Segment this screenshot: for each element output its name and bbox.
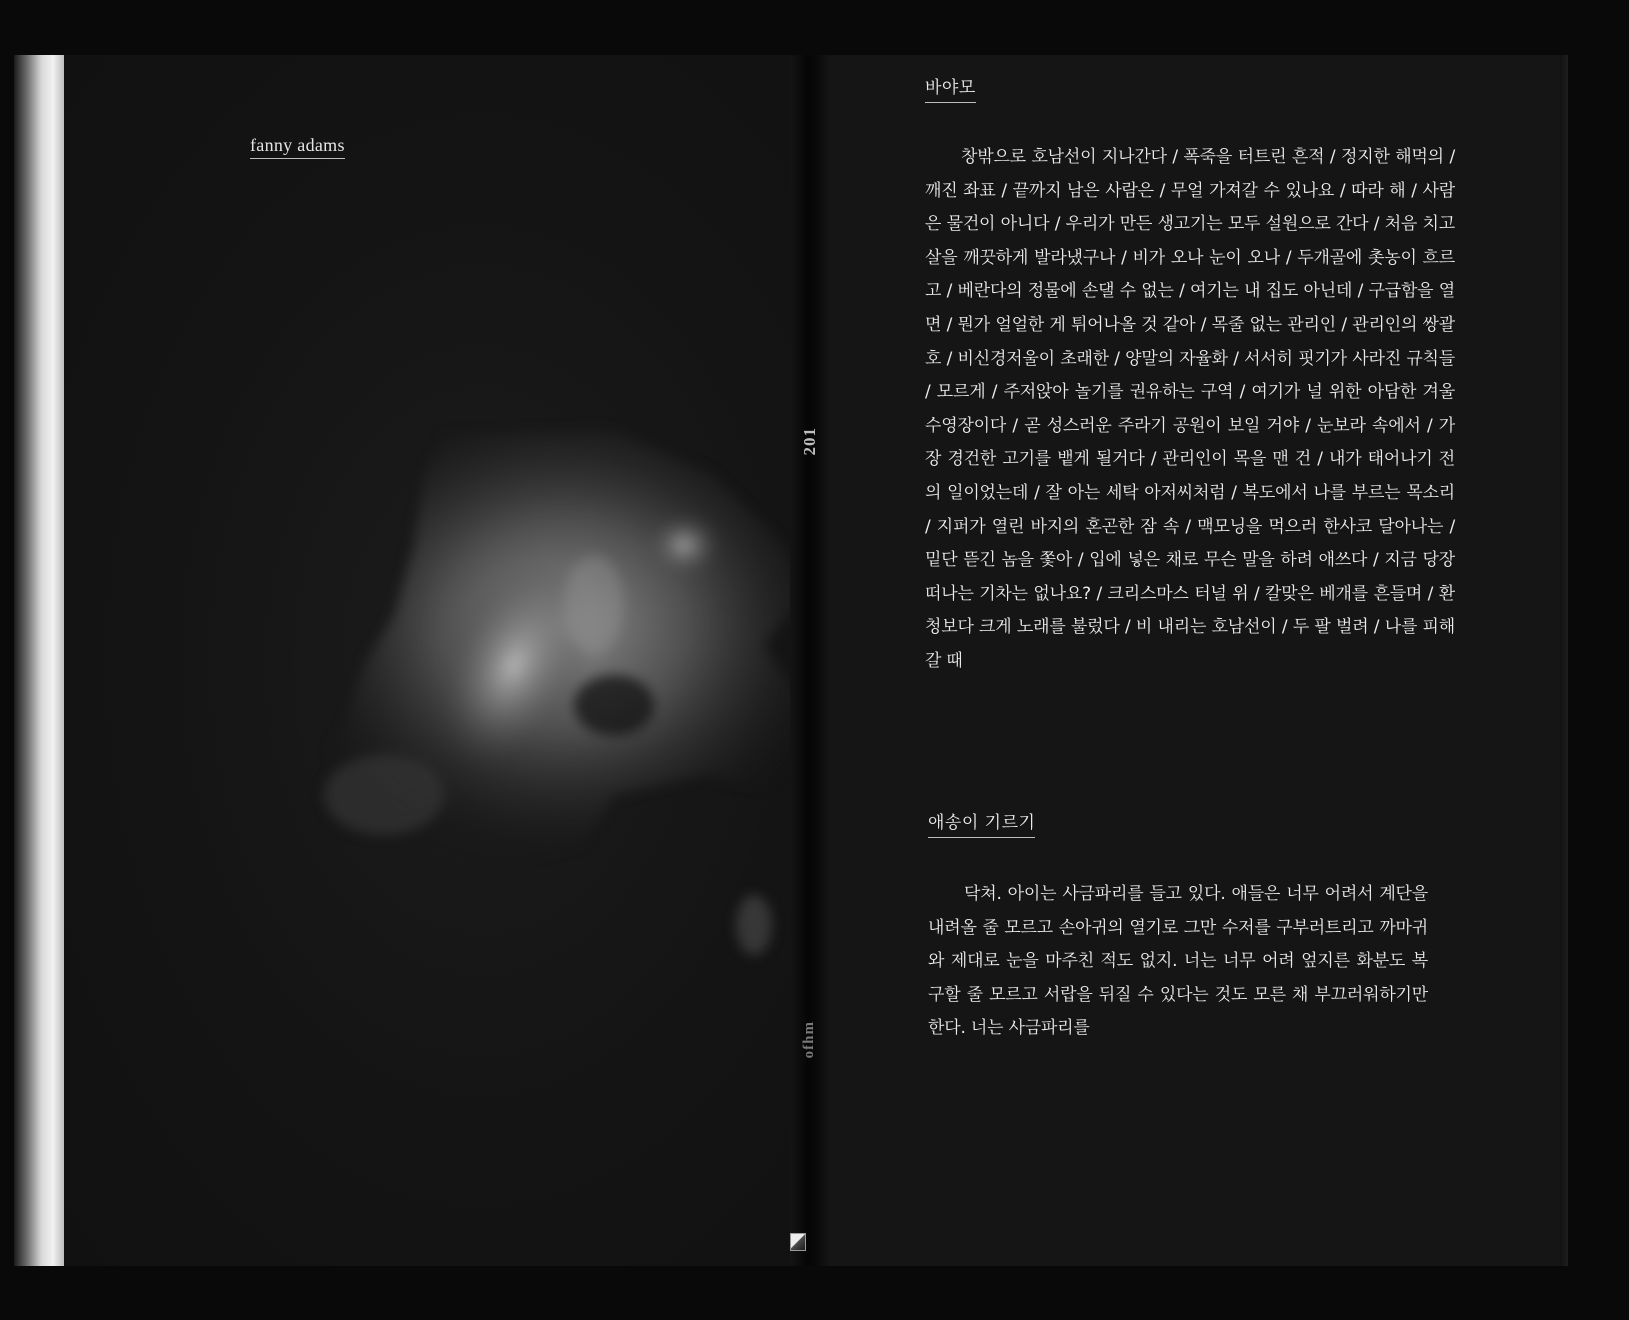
page-number: 201 xyxy=(800,427,819,456)
right-page-edge xyxy=(1560,55,1568,1266)
pixelated-photo-shape xyxy=(284,415,854,1025)
poem-body: 창밖으로 호남선이 지나간다 / 폭죽을 터트린 흔적 / 정지한 해먹의 / 깨진 좌표 / 끝까지 남은 사람은 / 무얼 가져갈 수 있나요 / 따라 해 / 사람은 물건이 아니다 / 우리가 만든 생고기는 모두 설원으로 간다 / 처음 치고 살을 깨끗하게 발라냈구나 / 비가 오나 눈이 오나 / 두개골에 촛농이 흐르고 / 베란다의 정물에 손댈 수 없는 / 여기는 내 집도 아닌데 / 구급함을 열면 / 뭔가 얼얼한 게 튀어나올 것 같아 / 목줄 없는 관리인 / 관리인의 쌍괄호 / 비신경저울이 초래한 / 양말의 자율화 / 서서히 핏기가 사라진 규칙들 / 모르게 / 주저앉아 놀기를 권유하는 구역 / 여기가 널 위한 아담한 겨울 수영장이다 / 곧 성스러운 주라기 공원이 보일 거야 / 눈보라 속에서 / 가장 경건한 고기를 뱉게 될거다 / 관리인이 목을 맨 건 / 내가 태어나기 전의 일이었는데 / 잘 아는 세탁 아저씨처럼 / 복도에서 나를 부르는 목소리 / 지퍼가 열린 바지의 혼곤한 잠 속 / 맥모닝을 먹으러 한사코 달아나는 / 밑단 뜯긴 놈을 쫓아 / 입에 넣은 채로 무슨 말을 하려 애쓰다 / 지금 당장 떠나는 기차는 없나요? / 크리스마스 터널 위 / 칼맞은 베개를 흔들며 / 환청보다 크게 노래를 불렀다 / 비 내리는 호남선이 / 두 팔 벌려 / 나를 피해갈 때 xyxy=(925,147,1455,671)
spine-mark: ofhm xyxy=(801,1021,817,1059)
poem-raising-a-youngster xyxy=(928,808,1458,1046)
poem-bayamo xyxy=(925,73,1455,679)
left-page xyxy=(64,55,824,1266)
book-gutter xyxy=(790,55,830,1266)
running-head: fanny adams xyxy=(250,135,345,159)
pixelated-photo xyxy=(284,415,854,1025)
corner-marker xyxy=(790,1233,806,1251)
page-edge-highlight xyxy=(14,55,64,1266)
poem-body: 닥쳐. 아이는 사금파리를 들고 있다. 애들은 너무 어려서 계단을 내려올 줄 모르고 손아귀의 열기로 그만 수저를 구부러트리고 까마귀와 제대로 눈을 마주친 적도 없지. 너는 너무 어려 엎지른 화분도 복구할 줄 모르고 서랍을 뒤질 수 있다는 것도 모른 채 부끄러워하기만 한다. 너는 사금파리를 xyxy=(928,884,1428,1039)
poem-title: 애송이 기르기 xyxy=(928,808,1035,838)
poem-title: 바야모 xyxy=(925,73,976,103)
